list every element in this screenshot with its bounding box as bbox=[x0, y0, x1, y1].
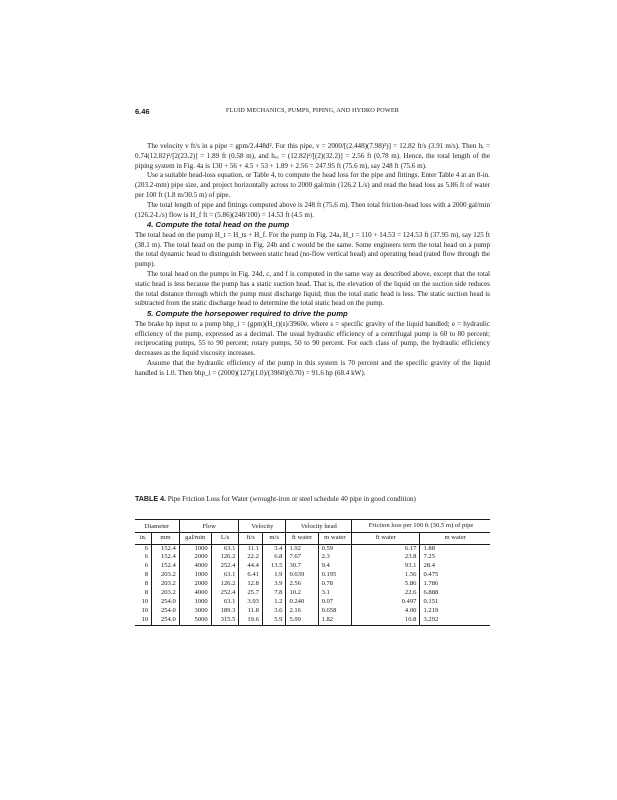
table-cell: 1.56 bbox=[352, 571, 420, 580]
table-cell: 5.86 bbox=[352, 580, 420, 589]
table-cell: 254.0 bbox=[152, 616, 180, 625]
table-cell: 3.6 bbox=[262, 607, 286, 616]
table-cell: 3.1 bbox=[318, 589, 352, 598]
table-cell: 22.6 bbox=[352, 589, 420, 598]
table-cell: 0.07 bbox=[318, 598, 352, 607]
table-cell: 2.56 bbox=[286, 580, 318, 589]
table-cell: 30.7 bbox=[286, 562, 318, 571]
page-header bbox=[135, 107, 490, 119]
table-cell: 203.2 bbox=[152, 589, 180, 598]
table-cell: 126.2 bbox=[211, 553, 239, 562]
table-cell: 7.67 bbox=[286, 553, 318, 562]
header-friction-loss: Friction loss per 100 ft (30.5 m) of pipe bbox=[352, 520, 490, 533]
table-row bbox=[135, 589, 490, 598]
table-cell: 0.658 bbox=[318, 607, 352, 616]
table-cell: 1.88 bbox=[423, 544, 435, 552]
table-cell: 12.8 bbox=[239, 580, 263, 589]
table-cell: 203.2 bbox=[152, 571, 180, 580]
unit-header: ft/s bbox=[239, 532, 263, 544]
table-cell: 63.1 bbox=[211, 598, 239, 607]
table-cell: 10.2 bbox=[286, 589, 318, 598]
table-cell: 0.639 bbox=[286, 571, 318, 580]
table-cell: 6.41 bbox=[239, 571, 263, 580]
table-cell: 0.78 bbox=[318, 580, 352, 589]
paragraph-total-head: The total head on the pump H_t = H_ts + H_f. For the pump in Fig. 24a, H_t = 110 + 14.53 = 124.53 ft (37.95 m), say 125 ft (38.1 m). The total head on the pump in Fig. 24b and c would be the same. Some engineers term the total head on a pump the total dynamic head to distinguish between static head (no-flow vertical head) and operating head (rated flow through the pump). bbox=[135, 230, 490, 269]
table-cell: 63.1 bbox=[211, 571, 239, 580]
table-cell: 189.3 bbox=[211, 607, 239, 616]
table-unit-header-row bbox=[135, 532, 490, 544]
page-number: 6.46 bbox=[135, 107, 150, 116]
table-cell: 126.2 bbox=[211, 580, 239, 589]
table-body bbox=[135, 544, 490, 625]
table-label: TABLE 4. bbox=[135, 495, 167, 503]
running-head: FLUID MECHANICS, PUMPS, PIPING, AND HYDRO POWER bbox=[225, 107, 400, 114]
paragraph-velocity: The velocity v ft/s in a pipe = gpm/2.448d². For this pipe, v = 2000/[(2.448)(7.98)²)] = 12.82 ft/s (3.91 m/s). Then hₑ = 0.74(12.82)²/[2(23.2)] = 1.89 ft (0.58 m), and hₑₓ = (12.82)²/[(2)(32.2)] = 2.56 ft (0.78 m). Hence, the total length of the piping system in Fig. 4a is 130 + 56 + 4.5 + 53 + 1.89 + 2.56 = 247.95 ft (75.6 m), say 248 ft (75.6 m). bbox=[135, 142, 490, 170]
table-cell: 0.59 bbox=[318, 544, 352, 553]
table-cell: 6 bbox=[135, 562, 152, 571]
table-cell: 0.240 bbox=[286, 598, 318, 607]
table-cell: 1000 bbox=[179, 598, 211, 607]
unit-header: gal/min bbox=[179, 532, 211, 544]
header-flow: Flow bbox=[179, 520, 239, 533]
table-cell: 3.9 bbox=[262, 580, 286, 589]
table-cell: 8 bbox=[135, 589, 152, 598]
table-cell: 252.4 bbox=[211, 562, 239, 571]
table-cell: 9.4 bbox=[318, 562, 352, 571]
table-cell: 22.2 bbox=[239, 553, 263, 562]
table-cell: 19.6 bbox=[239, 616, 263, 625]
table-cell: 2000 bbox=[179, 553, 211, 562]
table-cell: 10 bbox=[135, 607, 152, 616]
table-cell: 11.8 bbox=[239, 607, 263, 616]
table-row bbox=[135, 553, 490, 562]
table-cell: 7.8 bbox=[262, 589, 286, 598]
table-cell: 10 bbox=[135, 598, 152, 607]
table-cell: 1000 bbox=[179, 544, 211, 553]
table-cell: 44.4 bbox=[239, 562, 263, 571]
table-cell: 10.8 bbox=[352, 616, 420, 625]
table-cell: 7.25 bbox=[423, 553, 435, 561]
table-cell: 8 bbox=[135, 580, 152, 589]
table-caption-text: Pipe Friction Loss for Water (wrought-iron or steel schedule 40 pipe in good condition) bbox=[167, 495, 416, 503]
table-cell: 152.4 bbox=[152, 562, 180, 571]
table-cell: 1.82 bbox=[318, 616, 352, 625]
unit-header: L/s bbox=[211, 532, 239, 544]
table-cell: 0.151 bbox=[423, 597, 439, 605]
table-cell: 1.786 bbox=[423, 580, 439, 588]
table-cell: 2000 bbox=[179, 580, 211, 589]
table-cell: 8 bbox=[135, 571, 152, 580]
step-heading-horsepower: 5. Compute the horsepower required to drive the pump bbox=[147, 309, 348, 319]
table-cell: 6 bbox=[135, 553, 152, 562]
table-cell: 152.4 bbox=[152, 544, 180, 553]
table-cell: 1.92 bbox=[286, 544, 318, 553]
table-cell: 2.3 bbox=[318, 553, 352, 562]
paragraph-head-loss-equation: Use a suitable head-loss equation, or Table 4, to compute the head loss for the pipe and fittings. Enter Table 4 at an 8-in. (203.2-mm) pipe size, and project horizontally across to 2000 gal/min (126.2 L/s) and read the head loss as 5.86 ft of water per 100 ft (1.8 m/30.5 m) of pipe. bbox=[135, 171, 490, 199]
table-cell: 23.8 bbox=[352, 553, 420, 562]
unit-header: mm bbox=[152, 532, 180, 544]
table-cell: 28.4 bbox=[423, 562, 435, 570]
table-cell: 1.219 bbox=[423, 606, 439, 614]
table-cell: 3.4 bbox=[262, 544, 286, 553]
paragraph-friction-head-loss: The total length of pipe and fittings computed above is 248 ft (75.6 m). Then total friction-head loss with a 2000 gal/min (126.2-L/s) flow is H_f ft = (5.86)(248/100) = 14.53 ft (4.5 m). bbox=[135, 200, 490, 219]
table-row bbox=[135, 616, 490, 625]
table-row bbox=[135, 607, 490, 616]
table-cell: 63.1 bbox=[211, 544, 239, 553]
table-group-header-row bbox=[135, 520, 490, 533]
table-cell: 5.99 bbox=[286, 616, 318, 625]
table-cell: 3.292 bbox=[420, 616, 490, 625]
table-cell: 2.16 bbox=[286, 607, 318, 616]
unit-header: m/s bbox=[262, 532, 286, 544]
table-cell: 11.1 bbox=[239, 544, 263, 553]
table-cell: 3.93 bbox=[239, 598, 263, 607]
table-row bbox=[135, 571, 490, 580]
unit-header: m water bbox=[420, 532, 490, 544]
table-cell: 1000 bbox=[179, 571, 211, 580]
table-cell: 5000 bbox=[179, 616, 211, 625]
table-cell: 6.8 bbox=[262, 553, 286, 562]
paragraph-hp-result: Assume that the hydraulic efficiency of the pump in this system is 70 percent and the specific gravity of the liquid handled is 1.0. Then bhp_i = (2000)(127)(1.0)/(3960)(0.70) = 91.6 hp (68.4 kW). bbox=[135, 358, 490, 377]
table-cell: 152.4 bbox=[152, 553, 180, 562]
table-cell: 254.0 bbox=[152, 598, 180, 607]
table-cell: 4.00 bbox=[352, 607, 420, 616]
table-cell: 0.475 bbox=[423, 571, 439, 579]
body-text bbox=[135, 142, 490, 379]
header-diameter: Diameter bbox=[135, 520, 179, 533]
unit-header: ft water bbox=[286, 532, 318, 544]
table-caption bbox=[135, 495, 490, 505]
step-heading-total-head: 4. Compute the total head on the pump bbox=[147, 220, 290, 230]
table-cell: 0.195 bbox=[318, 571, 352, 580]
table-cell: 1.2 bbox=[262, 598, 286, 607]
unit-header: in. bbox=[135, 532, 152, 544]
table-row bbox=[135, 562, 490, 571]
table-cell: 0.497 bbox=[352, 598, 420, 607]
table-cell: 203.2 bbox=[152, 580, 180, 589]
table-cell: 315.5 bbox=[211, 616, 239, 625]
table-cell: 5.9 bbox=[262, 616, 286, 625]
header-velocity-head: Velocity head bbox=[286, 520, 352, 533]
table-row bbox=[135, 544, 490, 553]
table-cell: 13.5 bbox=[262, 562, 286, 571]
table-cell: 1.9 bbox=[262, 571, 286, 580]
paragraph-static-suction-head: The total head on the pumps in Fig. 24d, c, and f is computed in the same way as described above, except that the total static head is less because the pump has a static suction head. That is, the elevation of the liquid on the suction side reduces the total distance through which the pump must discharge liquid; thus the total static head is less. The static suction head is subtracted from the static discharge head to determine the total static head on the pump. bbox=[135, 270, 490, 308]
table-cell: 25.7 bbox=[239, 589, 263, 598]
table-cell: 4000 bbox=[179, 562, 211, 571]
table-cell: 6.17 bbox=[352, 544, 420, 553]
table-cell: 10 bbox=[135, 616, 152, 625]
paragraph-brake-hp: The brake hp input to a pump bhp_i = (gpm)(H_t)(s)/3960e, where s = specific gravity of the liquid handled; e = hydraulic efficiency of the pump, expressed as a decimal. The usual hydraulic efficiency of a centrifugal pump is 60 to 80 percent; reciprocating pumps, 55 to 90 percent; rotary pumps, 50 to 90 percent. For each class of pump, the hydraulic efficiency decreases as the liquid viscosity increases. bbox=[135, 319, 490, 358]
table-cell: 6 bbox=[135, 544, 152, 553]
table-cell: 4000 bbox=[179, 589, 211, 598]
table-row bbox=[135, 580, 490, 589]
table-cell: 3000 bbox=[179, 607, 211, 616]
table-cell: 254.0 bbox=[152, 607, 180, 616]
table-cell: 252.4 bbox=[211, 589, 239, 598]
unit-header: ft water bbox=[352, 532, 420, 544]
table-row bbox=[135, 598, 490, 607]
unit-header: m water bbox=[318, 532, 352, 544]
header-velocity: Velocity bbox=[239, 520, 286, 533]
table-cell: 6.888 bbox=[423, 589, 439, 597]
table-cell: 93.1 bbox=[352, 562, 420, 571]
pipe-friction-table bbox=[135, 519, 490, 626]
